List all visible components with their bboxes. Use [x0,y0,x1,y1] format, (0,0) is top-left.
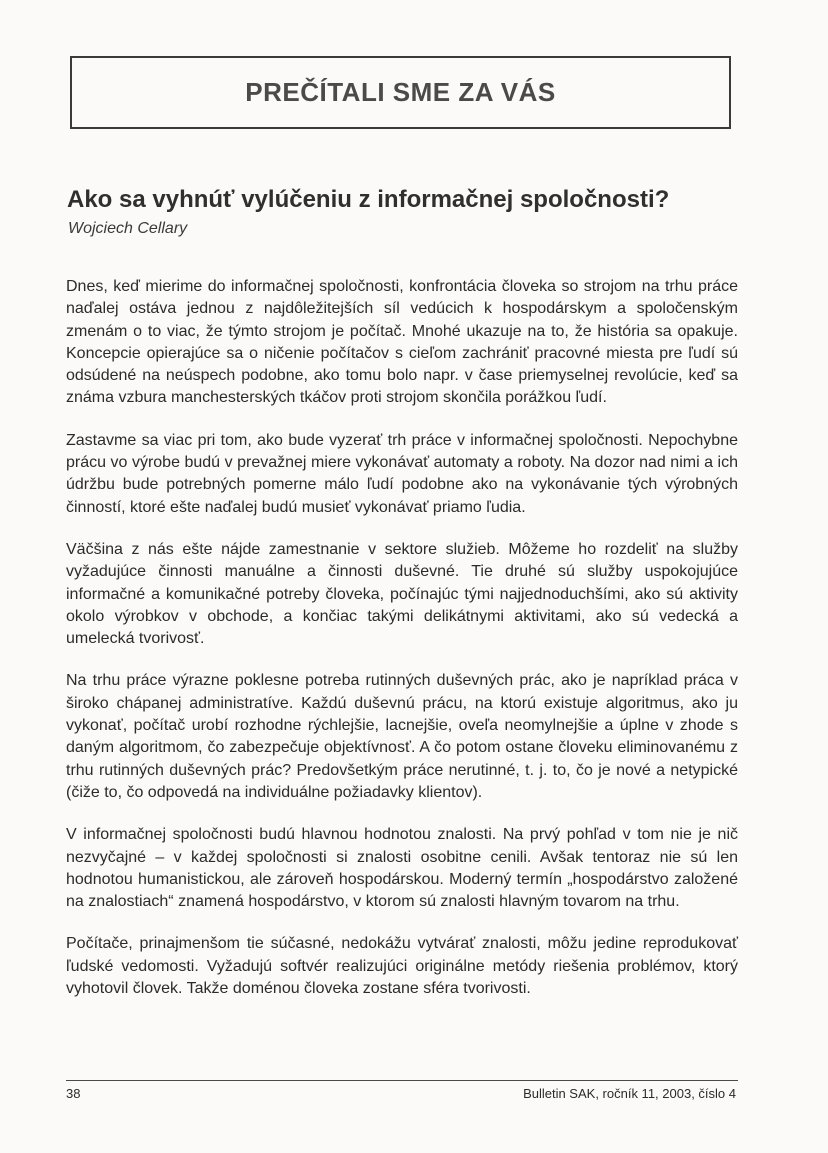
article-paragraph: Počítače, prinajmenšom tie súčasné, nedokážu vytvárať znalosti, môžu jedine reprodukovať ľudské vedomosti. Vyžadujú softvér realizujúci originálne metódy riešenia problémov, ktorý vyhotovil človek. Takže doménou človeka zostane sféra tvorivosti. [66,935,738,998]
article-paragraph: Zastavme sa viac pri tom, ako bude vyzerať trh práce v informačnej spoločnosti. Nepochybne prácu vo výrobe budú v prevažnej miere vykonávať automaty a roboty. Na dozor nad nimi a ich údržbu bude potrebných pomerne málo ľudí podobne ako na vykonávanie tých výrobných činností, ktoré ešte naďalej budú musieť vykonávať priamo ľudia. [66,431,738,516]
article-paragraph: Väčšina z nás ešte nájde zamestnanie v sektore služieb. Môžeme ho rozdeliť na služby vyžadujúce činnosti manuálne a činnosti duševné. Tie druhé sú služby uspokojujúce informačné a komunikačné potreby človeka, počínajúc tými najjednoduchšími, ako sú aktivity okolo výrobkov v obchode, a končiac takými delikátnymi aktivitami, ako sú vedecká a umelecká tvorivosť. [66,540,738,648]
article-title: Ako sa vyhnúť vylúčeniu z informačnej spoločnosti? [67,186,670,213]
page-number: 38 [66,1086,81,1101]
section-header-box [70,56,731,129]
footer-divider [66,1080,738,1081]
article-body [66,276,738,1020]
article-paragraph: Dnes, keď mierime do informačnej spoločnosti, konfrontácia človeka so strojom na trhu práce naďalej ostáva jednou z najdôležitejších síl vedúcich k hospodárskym a spoločenským zmenám o to viac, že týmto strojom je počítač. Mnohé ukazuje na to, že história sa opakuje. Koncepcie opierajúce sa o ničenie počítačov s cieľom zachrániť pracovné miesta pre ľudí sú odsúdené na neúspech podobne, ako tomu bolo napr. v čase priemyselnej revolúcie, keď sa známa vzbura manchesterských tkáčov proti strojom skončila porážkou ľudí. [66,278,738,407]
section-title: PREČÍTALI SME ZA VÁS [245,77,556,107]
publication-info: Bulletin SAK, ročník 11, 2003, číslo 4 [523,1086,736,1101]
article-paragraph: V informačnej spoločnosti budú hlavnou hodnotou znalosti. Na prvý pohľad v tom nie je nič nezvyčajné – v každej spoločnosti si znalosti osobitne cenili. Avšak tentoraz nie sú len hodnotou humanistickou, ale zároveň hospodárskou. Moderný termín „hospodárstvo založené na znalostiach“ znamená hospodárstvo, v ktorom sú znalosti hlavným tovarom na trhu. [66,826,738,911]
article-paragraph: Na trhu práce výrazne poklesne potreba rutinných duševných prác, ako je napríklad práca v široko chápanej administratíve. Každú duševnú prácu, na ktorú existuje algoritmus, ako ju vykonať, počítač urobí rozhodne rýchlejšie, lacnejšie, oveľa neomylnejšie a úplne v zhode s daným algoritmom, čo zabezpečuje objektívnosť. A čo potom ostane človeku eliminovanému z trhu rutinných duševných prác? Predovšetkým práce nerutinné, t. j. to, čo je nové a netypické (čiže to, čo odpovedá na individuálne požiadavky klientov). [66,672,738,801]
article-author: Wojciech Cellary [68,220,188,237]
